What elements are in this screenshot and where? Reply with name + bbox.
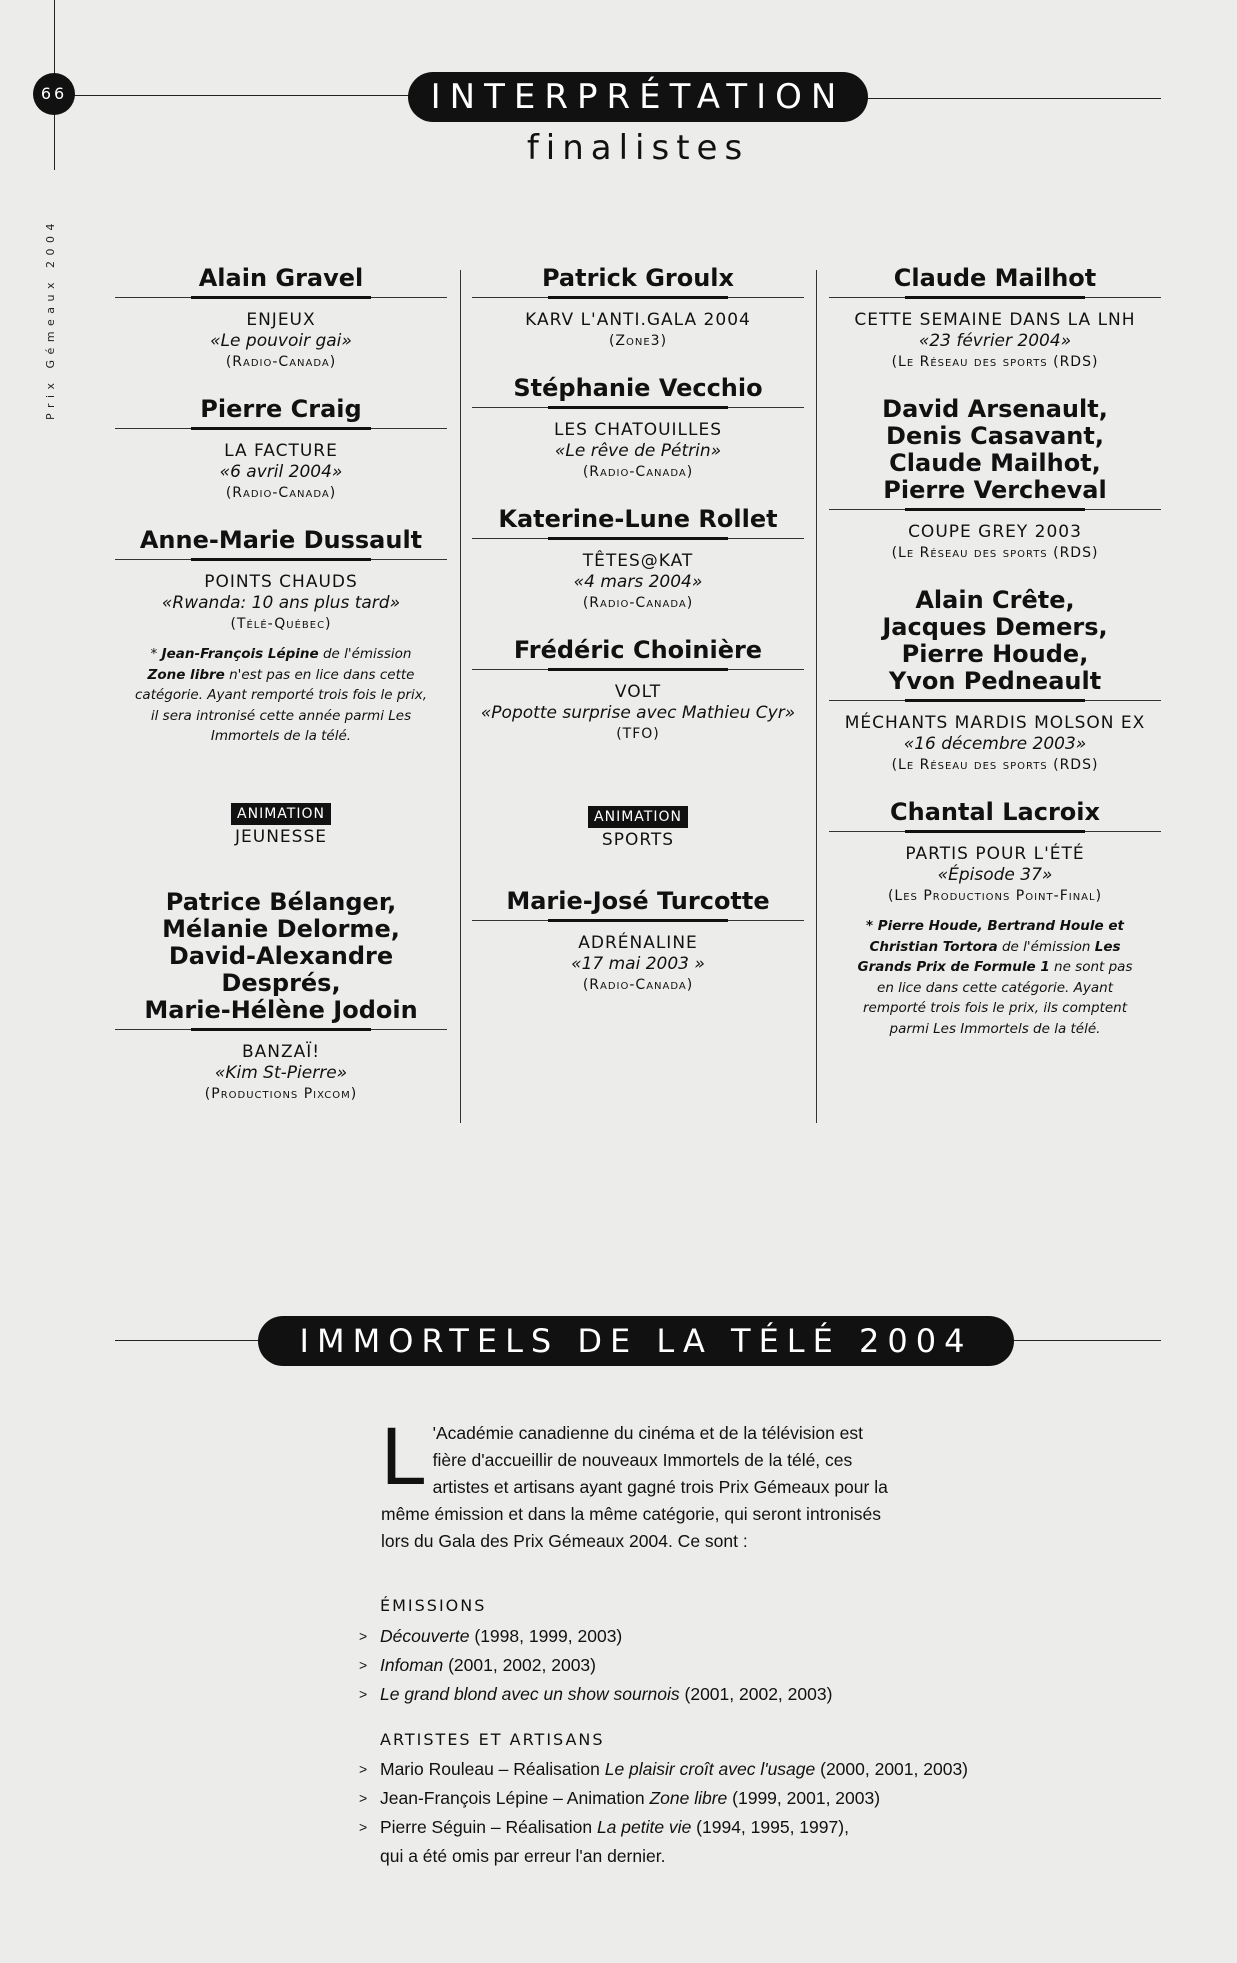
name-rule (115, 1028, 447, 1036)
category-subtitle: SPORTS (601, 830, 675, 850)
list-item: > Jean-François Lépine – Animation Zone libre (1999, 2001, 2003) (359, 1784, 968, 1813)
name-rule (472, 537, 804, 545)
name-rule (115, 427, 447, 435)
artistes-heading: ARTISTES ET ARTISANS (380, 1730, 605, 1749)
network: (Télé-Québec) (230, 616, 332, 632)
finalist-name: Anne-Marie Dussault (139, 526, 423, 554)
name-rule (829, 830, 1161, 838)
name-rule (472, 919, 804, 927)
episode-title: «6 avril 2004» (219, 462, 343, 482)
finalist-entry (472, 265, 804, 351)
drop-cap: L (381, 1411, 427, 1502)
finalist-entry (829, 265, 1161, 372)
name-rule (472, 296, 804, 304)
show-title: CETTE SEMAINE DANS LA LNH (854, 310, 1136, 330)
episode-title: «Le pouvoir gai» (210, 331, 352, 351)
episode-title: «4 mars 2004» (573, 572, 703, 592)
finalist-entry (829, 799, 1161, 906)
show-title: ENJEUX (246, 310, 316, 330)
episode-title: «17 mai 2003 » (571, 954, 705, 974)
network: (Le Réseau des sports (RDS) (891, 354, 1099, 370)
immortels-rule-left (115, 1340, 260, 1341)
finalist-name: David-Alexandre Després, (168, 941, 394, 997)
page-number: 66 (33, 73, 75, 115)
network: (Le Réseau des sports (RDS) (891, 757, 1099, 773)
name-rule (115, 296, 447, 304)
finalist-name: Mélanie Delorme, (162, 914, 400, 943)
finalist-entry (115, 396, 447, 503)
finalist-entry (829, 587, 1161, 775)
show-title: ADRÉNALINE (578, 933, 698, 953)
finalist-name: Frédéric Choinière (513, 636, 763, 664)
finalist-name: Claude Mailhot (893, 264, 1097, 292)
finalist-entry (472, 375, 804, 482)
list-item: > Mario Rouleau – Réalisation Le plaisir croît avec l'usage (2000, 2001, 2003) (359, 1755, 968, 1784)
show-title: LES CHATOUILLES (553, 420, 723, 440)
finalist-entry (115, 265, 447, 372)
category-tag: ANIMATION (588, 806, 688, 828)
show-title: TÊTES@KAT (582, 551, 694, 571)
show-title: BANZAÏ! (241, 1041, 321, 1062)
section-subtitle: finalistes (526, 128, 750, 168)
footnote: * Pierre Houde, Bertrand Houle et Christian Tortora de l'émission Les Grands Prix de Formule 1 ne sont pas en lice dans cette catégorie. Ayant remporté trois fois le prix, ils comptent parmi Les Immortels de la télé. (857, 918, 1133, 1037)
episode-title: «16 décembre 2003» (903, 734, 1087, 754)
intro-text: 'Académie canadienne du cinéma et de la télévision est fière d'accueillir de nouveaux Immortels de la télé, ces artistes et artisans ayant gagné trois Prix Gémeaux pour la même émission et dans la même catégorie, qui seront intronisés lors du Gala des Prix Gémeaux 2004. Ce sont : (381, 1423, 888, 1551)
finalist-name: Patrice Bélanger, (165, 887, 397, 916)
network: (Zone3) (608, 333, 668, 349)
network: (Le Réseau des sports (RDS) (891, 545, 1099, 561)
artistes-list (359, 1755, 968, 1871)
emissions-list (359, 1622, 832, 1709)
list-item: > Le grand blond avec un show sournois (2001, 2002, 2003) (359, 1680, 832, 1709)
episode-title: «Kim St-Pierre» (214, 1062, 348, 1083)
finalist-name: Denis Casavant, (886, 422, 1104, 450)
finalist-entry (115, 527, 447, 634)
footnote: * Jean-François Lépine de l'émission Zone libre n'est pas en lice dans cette catégorie. Ayant remporté trois fois le prix, il sera intronisé cette année parmi Les Immortels de la télé. (135, 646, 427, 744)
finalist-name: Katerine-Lune Rollet (498, 505, 778, 533)
episode-title: «Popotte surprise avec Mathieu Cyr» (480, 703, 796, 723)
section-title: INTERPRÉTATION (408, 72, 868, 122)
finalist-name: Patrick Groulx (541, 264, 735, 292)
show-title: POINTS CHAUDS (204, 572, 358, 592)
name-rule (115, 558, 447, 566)
finalist-name: Pierre Houde, (901, 640, 1089, 668)
show-title: LA FACTURE (224, 441, 338, 461)
episode-title: «Le rêve de Pétrin» (554, 441, 722, 461)
list-item: > Pierre Séguin – Réalisation La petite vie (1994, 1995, 1997), qui a été omis par erreur l'an dernier. (359, 1813, 968, 1871)
finalist-name: Marie-José Turcotte (506, 887, 770, 915)
name-rule (829, 508, 1161, 516)
category-subtitle: JEUNESSE (235, 826, 327, 847)
immortels-title: IMMORTELS DE LA TÉLÉ 2004 (258, 1316, 1014, 1366)
column-1 (115, 265, 447, 1128)
finalist-name: Yvon Pedneault (888, 667, 1102, 695)
network: (Radio-Canada) (582, 977, 694, 993)
finalist-name: Marie-Hélène Jodoin (144, 995, 418, 1024)
immortels-rule-right (1010, 1340, 1161, 1341)
episode-title: «23 février 2004» (918, 331, 1072, 351)
finalist-name: Alain Crête, (915, 586, 1075, 614)
network: (Les Productions Point-Final) (887, 888, 1103, 904)
network: (Radio-Canada) (225, 485, 337, 501)
list-item: > Infoman (2001, 2002, 2003) (359, 1651, 832, 1680)
show-title: MÉCHANTS MARDIS MOLSON EX (844, 713, 1146, 733)
finalist-entry (472, 506, 804, 613)
name-rule (472, 668, 804, 676)
name-rule (472, 406, 804, 414)
episode-title: «Épisode 37» (937, 865, 1053, 885)
show-title: KARV L'ANTI.GALA 2004 (525, 310, 751, 330)
episode-title: «Rwanda: 10 ans plus tard» (161, 593, 401, 613)
show-title: COUPE GREY 2003 (908, 522, 1082, 542)
finalist-entry (472, 888, 804, 995)
finalist-name: Alain Gravel (198, 264, 364, 292)
network: (Productions Pixcom) (204, 1085, 358, 1102)
network: (Radio-Canada) (582, 595, 694, 611)
immortels-intro (381, 1411, 895, 1555)
finalist-name: Claude Mailhot, (889, 449, 1101, 477)
name-rule (829, 699, 1161, 707)
category-tag: ANIMATION (231, 803, 331, 825)
emissions-heading: ÉMISSIONS (380, 1596, 487, 1615)
name-rule (829, 296, 1161, 304)
network: (Radio-Canada) (225, 354, 337, 370)
network: (Radio-Canada) (582, 464, 694, 480)
column-divider (460, 270, 461, 1123)
finalist-name: Stéphanie Vecchio (513, 374, 763, 402)
column-divider (816, 270, 817, 1123)
finalist-name: Pierre Craig (200, 395, 362, 423)
show-title: VOLT (614, 682, 662, 702)
header-rule-right (866, 98, 1161, 99)
side-running-title: Prix Gémeaux 2004 (44, 217, 57, 420)
finalist-entry (472, 637, 804, 744)
finalist-name: David Arsenault, (882, 395, 1108, 423)
column-2 (472, 265, 804, 1019)
finalist-entry (115, 889, 447, 1104)
show-title: PARTIS POUR L'ÉTÉ (905, 844, 1085, 864)
finalist-entry (829, 396, 1161, 563)
column-3 (829, 265, 1161, 1039)
network: (TFO) (616, 726, 660, 742)
finalist-name: Pierre Vercheval (883, 476, 1107, 504)
finalist-name: Chantal Lacroix (890, 798, 1100, 826)
header-rule-left (54, 95, 410, 96)
list-item: > Découverte (1998, 1999, 2003) (359, 1622, 832, 1651)
finalist-name: Jacques Demers, (882, 613, 1108, 641)
